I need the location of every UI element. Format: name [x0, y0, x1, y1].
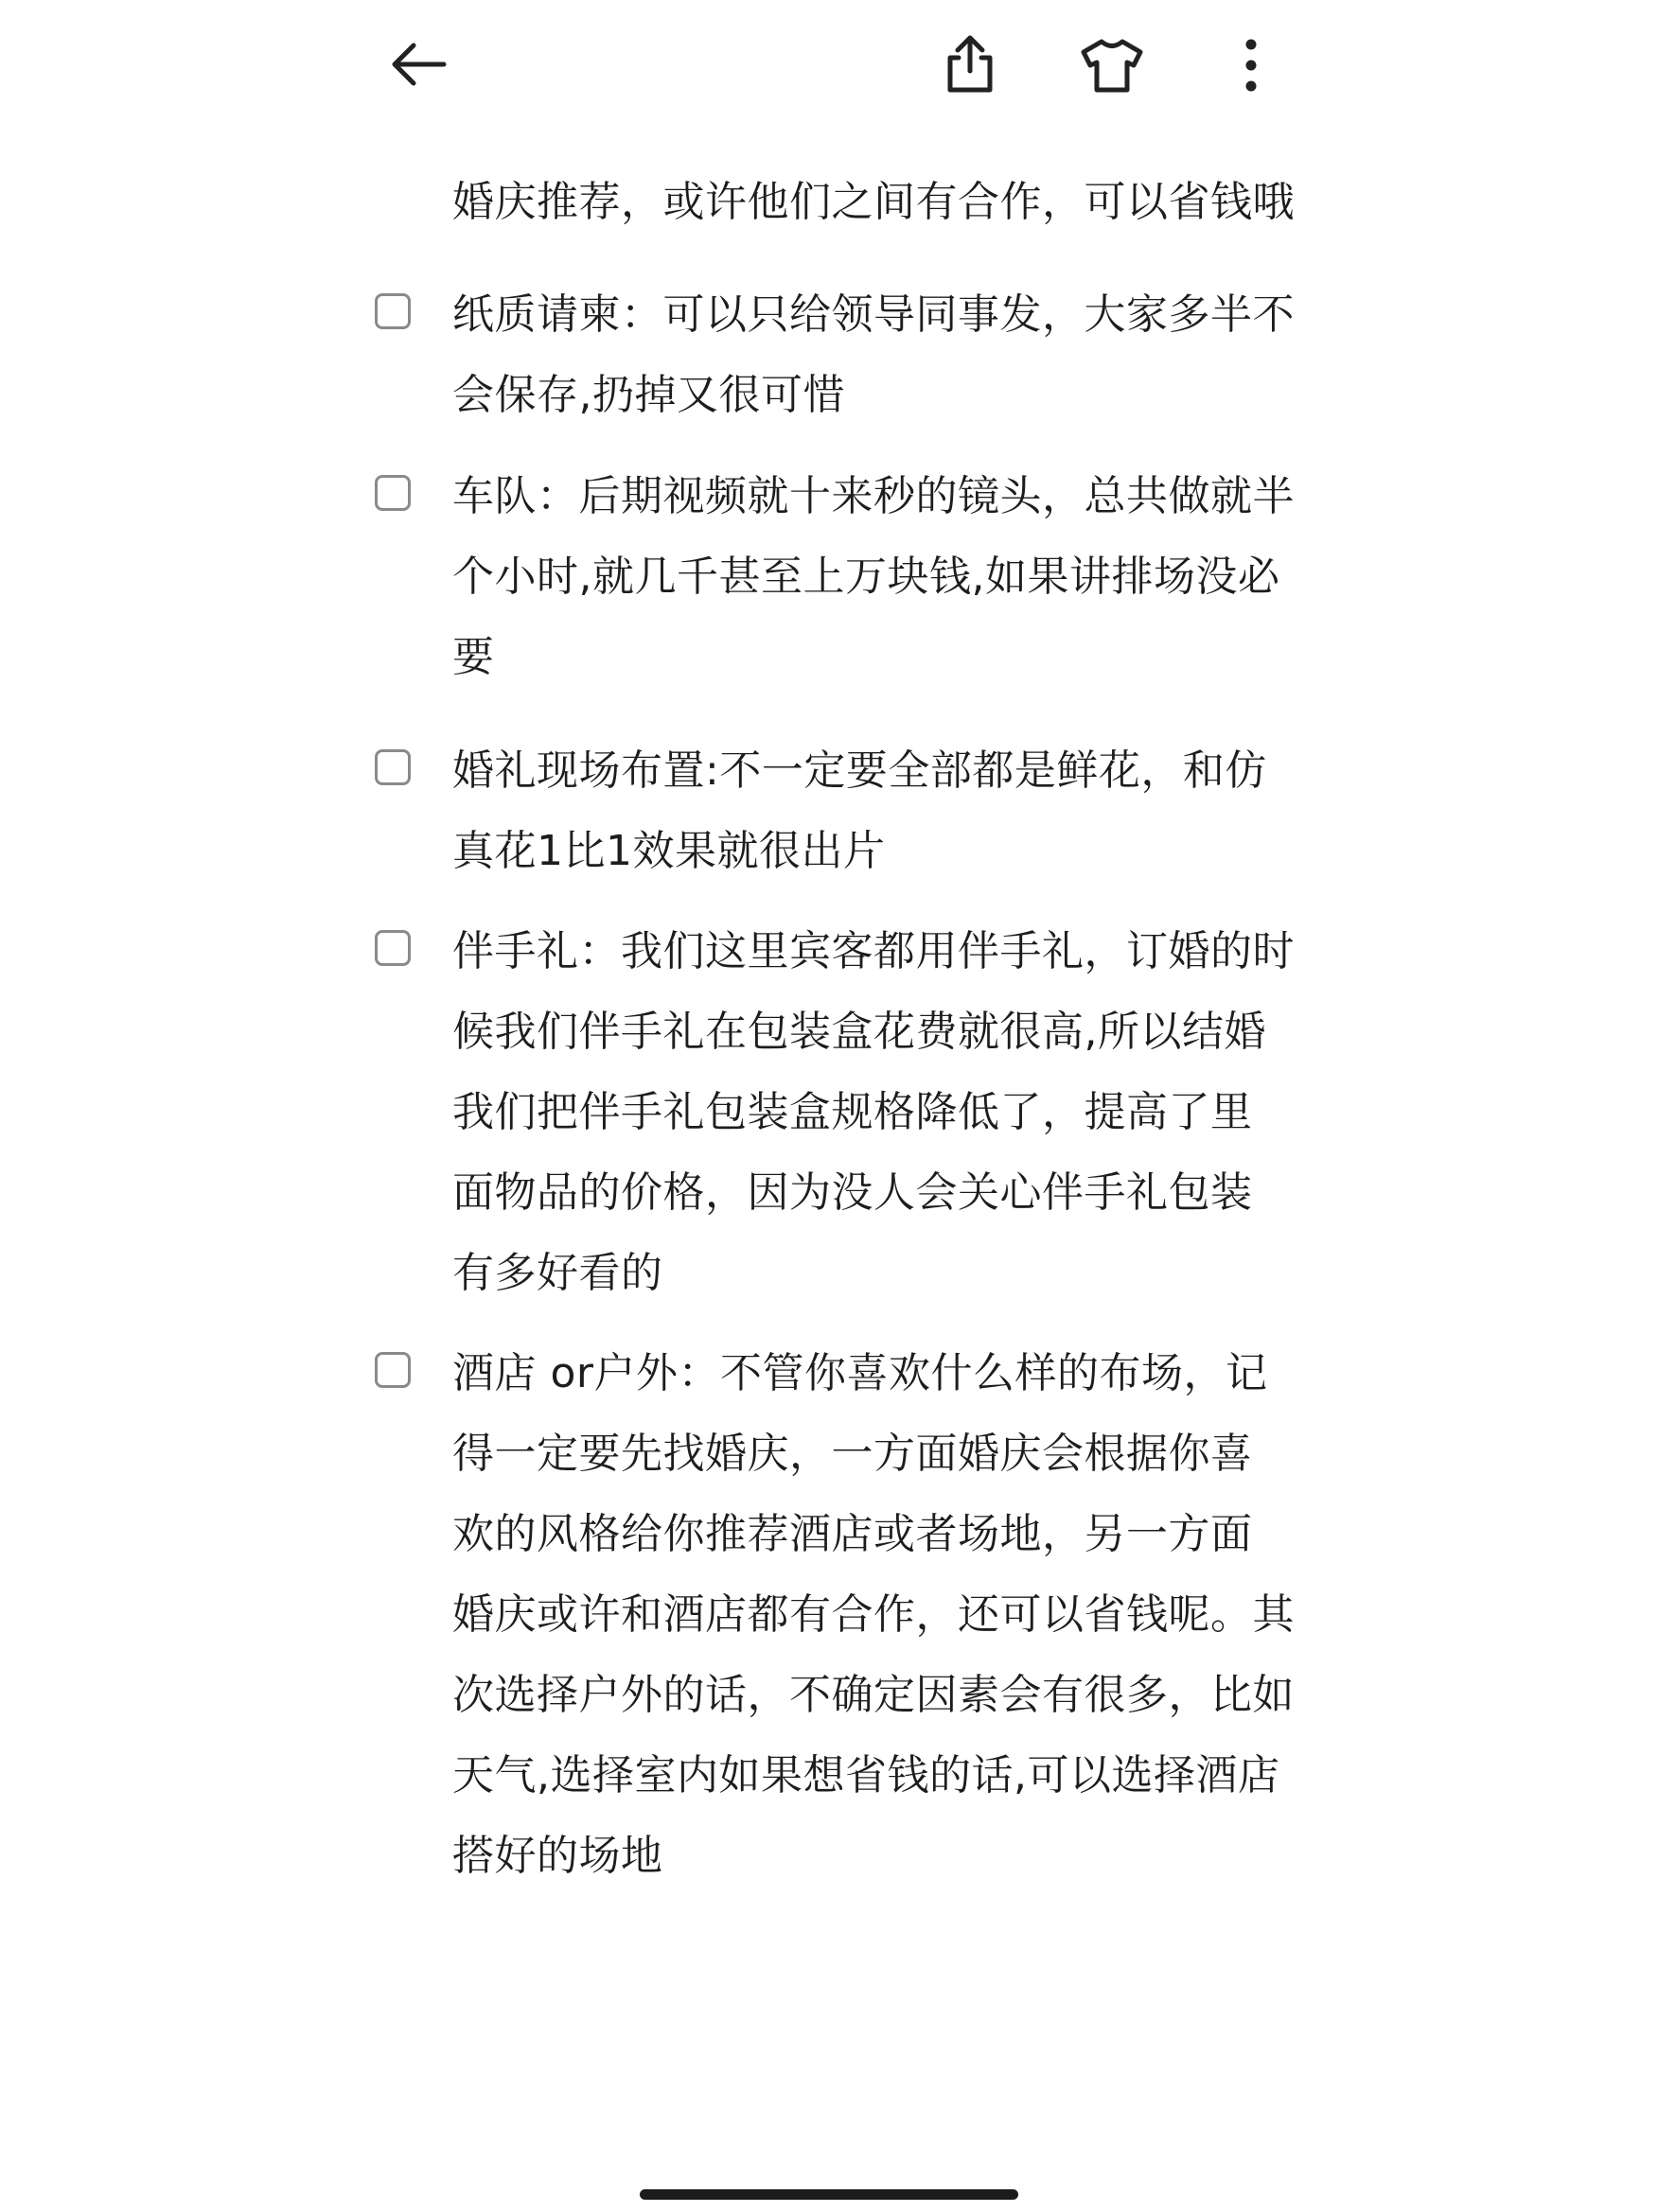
todo-item-line: 候我们伴手礼在包装盒花费就很高,所以结婚: [452, 1008, 1266, 1056]
todo-item-line: 伴手礼：我们这里宾客都用伴手礼，订婚的时: [452, 927, 1295, 975]
todo-item-line: 会保存,扔掉又很可惜: [452, 371, 845, 419]
todo-item-line: 得一定要先找婚庆，一方面婚庆会根据你喜: [452, 1430, 1253, 1478]
todo-item-line: 车队：后期视频就十来秒的镜头，总共做就半: [452, 472, 1295, 520]
todo-item-line: 婚礼现场布置:不一定要全部都是鲜花，和仿: [452, 746, 1267, 795]
todo-checkbox[interactable]: [375, 930, 411, 966]
todo-item-line: 我们把伴手礼包装盒规格降低了，提高了里: [452, 1088, 1253, 1136]
todo-item-line: 次选择户外的话，不确定因素会有很多，比如: [452, 1671, 1295, 1719]
todo-item-line: 天气,选择室内如果想省钱的话,可以选择酒店: [452, 1751, 1280, 1799]
todo-item-line: 纸质请柬：可以只给领导同事发，大家多半不: [452, 290, 1295, 339]
todo-item-line: 搭好的场地: [452, 1832, 663, 1880]
todo-item-line: 有多好看的: [452, 1249, 663, 1297]
todo-checkbox[interactable]: [375, 749, 411, 785]
todo-item-line: 酒店 or户外：不管你喜欢什么样的布场，记: [452, 1349, 1268, 1397]
todo-item-line: 欢的风格给你推荐酒店或者场地，另一方面: [452, 1510, 1253, 1558]
todo-checkbox[interactable]: [375, 293, 411, 329]
todo-item-line: 个小时,就几千甚至上万块钱,如果讲排场没必: [452, 553, 1280, 601]
todo-item-line: 真花1比1效果就很出片: [452, 827, 886, 875]
todo-item-line: 婚庆或许和酒店都有合作，还可以省钱呢。其: [452, 1590, 1295, 1639]
todo-item-line: 面物品的价格，因为没人会关心伴手礼包装: [452, 1168, 1253, 1217]
home-indicator[interactable]: [640, 2189, 1018, 2200]
note-text-line: 婚庆推荐，或许他们之间有合作，可以省钱哦: [452, 178, 1295, 226]
todo-checkbox[interactable]: [375, 1352, 411, 1388]
todo-checkbox[interactable]: [375, 475, 411, 511]
todo-item-line: 要: [452, 633, 495, 681]
